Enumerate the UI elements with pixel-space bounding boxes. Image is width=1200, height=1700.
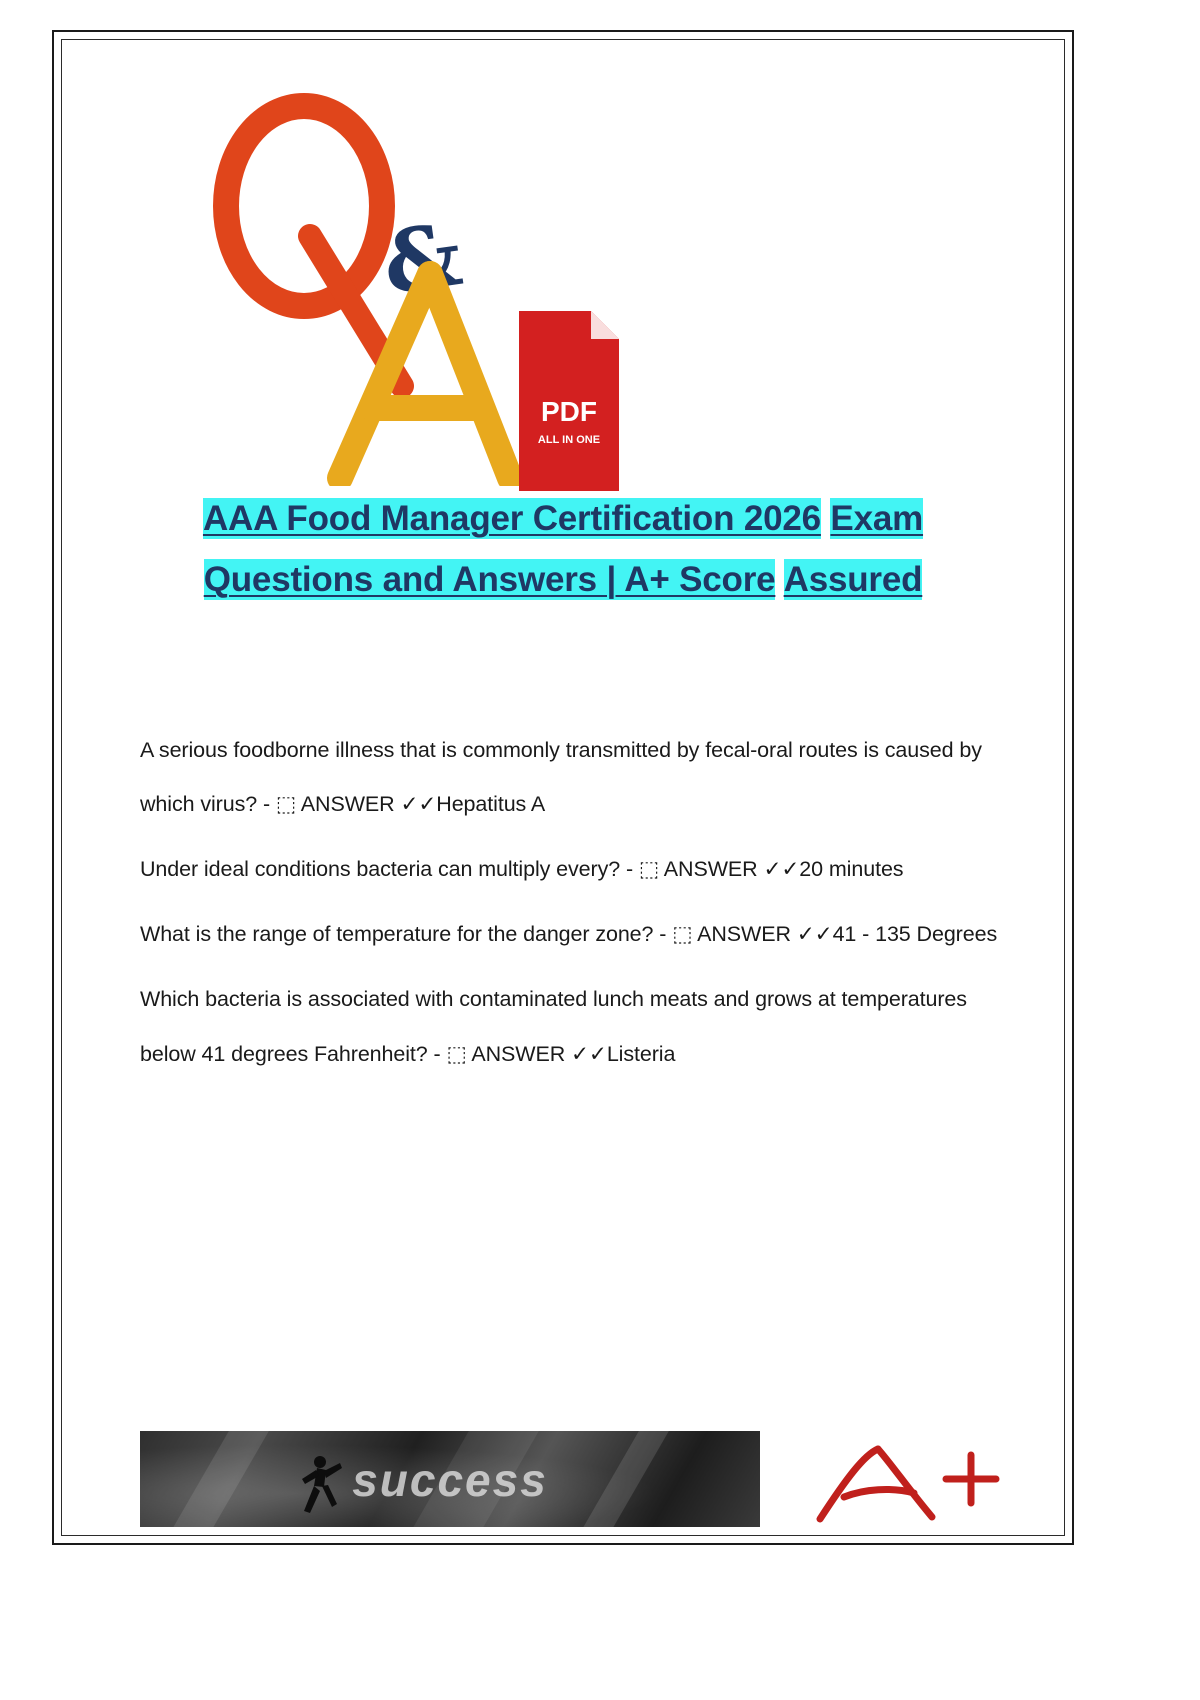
title-spacer — [114, 611, 1012, 723]
qa-item: A serious foodborne illness that is commonly transmitted by fecal-oral routes is caused by which virus? - ⬚ ANSWER ✓✓Hepatitus A — [140, 737, 982, 817]
page-title-text-2: Exam Questions and Answers | A+ Score — [203, 499, 924, 600]
svg-text:PDF: PDF — [541, 396, 597, 427]
logo-area — [114, 68, 1012, 488]
qa-item: Which bacteria is associated with contaminated lunch meats and grows at temperatures below 41 degrees Fahrenheit? - ⬚ ANSWER ✓✓Listeria — [140, 986, 967, 1066]
document-preview-frame — [52, 30, 1074, 1545]
success-image — [140, 1431, 760, 1527]
page-title-text: AAA Food Manager Certification 2026 — [202, 499, 821, 538]
qa-item: Under ideal conditions bacteria can multiply every? - ⬚ ANSWER ✓✓20 minutes — [140, 857, 904, 882]
qa-list — [114, 723, 1012, 1082]
svg-text:&: & — [376, 203, 468, 315]
svg-text:ALL IN ONE: ALL IN ONE — [537, 434, 601, 446]
document-page — [61, 39, 1065, 1536]
page-title — [122, 488, 1004, 611]
pdf-icon — [519, 311, 619, 491]
footer-banner — [114, 1423, 1024, 1535]
q-and-a-logo — [192, 86, 522, 486]
qa-item: What is the range of temperature for the danger zone? - ⬚ ANSWER ✓✓41 - 135 Degrees — [140, 921, 998, 946]
a-plus-mark — [806, 1439, 1006, 1525]
document-content — [62, 40, 1064, 1535]
success-text: success — [352, 1454, 548, 1506]
page-title-text-3: Assured — [783, 560, 923, 600]
